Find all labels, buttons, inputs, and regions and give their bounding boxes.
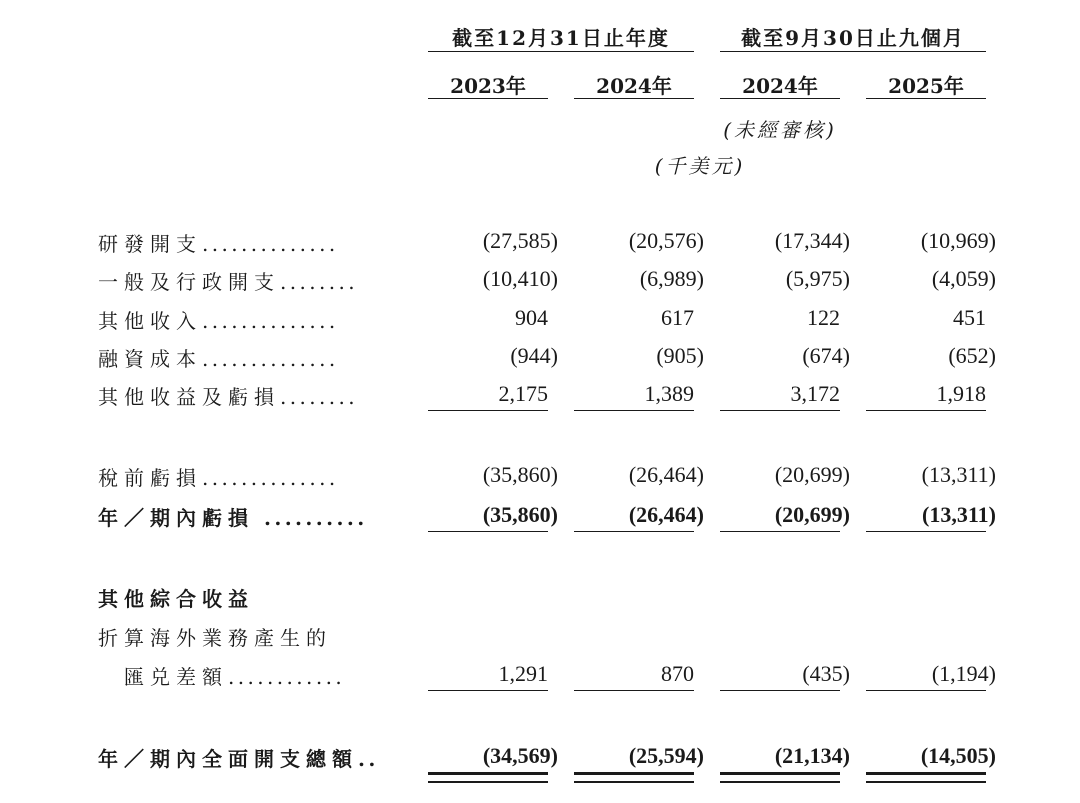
year-col-4: 2025年 [888, 74, 964, 98]
table-cell: 617 [661, 305, 694, 330]
oci-heading: 其他綜合收益 [98, 587, 254, 611]
table-cell: (35,860) [482, 462, 558, 487]
unit-note: (千美元) [654, 154, 746, 178]
oci-rule-4 [866, 690, 986, 691]
table-cell: 451 [953, 305, 986, 330]
oci-rule-3 [720, 690, 840, 691]
table-cell: 3,172 [790, 381, 840, 406]
oci-line-2: 匯兑差額............ [124, 665, 346, 689]
row-label: 其他收入.............. [98, 309, 339, 333]
subtotal-rule-3 [720, 410, 840, 411]
row-label-bold: 年／期內虧損 .......... [98, 506, 368, 530]
table-cell: (20,699) [774, 502, 850, 527]
total-double-rule-4 [866, 772, 986, 783]
table-cell: (35,860) [482, 502, 558, 527]
unaudited-note: (未經審核) [723, 118, 837, 142]
year-rule-3 [720, 98, 840, 99]
table-cell: (5,975) [785, 266, 850, 291]
table-cell: 2,175 [498, 381, 548, 406]
table-cell: (10,410) [482, 266, 558, 291]
subtotal-rule-4 [866, 410, 986, 411]
table-cell: 904 [515, 305, 548, 330]
loss-rule-4 [866, 531, 986, 532]
row-label: 一般及行政開支........ [98, 270, 359, 294]
header-group-nine-months: 截至9月30日止九個月 [741, 26, 965, 50]
total-label: 年／期內全面開支總額.. [98, 747, 379, 771]
table-cell: (27,585) [482, 228, 558, 253]
year-rule-4 [866, 98, 986, 99]
year-col-3: 2024年 [742, 74, 818, 98]
loss-rule-3 [720, 531, 840, 532]
loss-rule-1 [428, 531, 548, 532]
table-cell: (652) [948, 343, 996, 368]
table-cell: (26,464) [628, 502, 704, 527]
total-double-rule-2 [574, 772, 694, 783]
subtotal-rule-1 [428, 410, 548, 411]
table-cell: 1,389 [644, 381, 694, 406]
table-cell: (674) [802, 343, 850, 368]
header-group1-rule [428, 51, 694, 52]
table-cell: (435) [802, 661, 850, 686]
header-group2-rule [720, 51, 986, 52]
table-cell: (13,311) [921, 462, 996, 487]
year-col-2: 2024年 [596, 74, 672, 98]
subtotal-rule-2 [574, 410, 694, 411]
header-group-year-ended: 截至12月31日止年度 [452, 26, 670, 50]
table-cell: (21,134) [774, 743, 850, 768]
oci-line-1: 折算海外業務產生的 [98, 626, 332, 650]
table-cell: 122 [807, 305, 840, 330]
total-double-rule-3 [720, 772, 840, 783]
year-rule-1 [428, 98, 548, 99]
table-cell: (13,311) [922, 502, 996, 527]
table-cell: 870 [661, 661, 694, 686]
table-cell: 1,918 [936, 381, 986, 406]
table-cell: (14,505) [920, 743, 996, 768]
table-cell: (905) [656, 343, 704, 368]
table-cell: (944) [510, 343, 558, 368]
table-cell: 1,291 [498, 661, 548, 686]
total-double-rule-1 [428, 772, 548, 783]
table-cell: (26,464) [628, 462, 704, 487]
row-label: 融資成本.............. [98, 347, 339, 371]
oci-rule-1 [428, 690, 548, 691]
table-cell: (25,594) [628, 743, 704, 768]
table-cell: (20,699) [774, 462, 850, 487]
table-cell: (4,059) [931, 266, 996, 291]
table-cell: (17,344) [774, 228, 850, 253]
row-label: 稅前虧損.............. [98, 466, 339, 490]
row-label: 其他收益及虧損........ [98, 385, 359, 409]
table-cell: (34,569) [482, 743, 558, 768]
row-label: 研發開支.............. [98, 232, 339, 256]
loss-rule-2 [574, 531, 694, 532]
oci-rule-2 [574, 690, 694, 691]
table-cell: (10,969) [920, 228, 996, 253]
table-cell: (20,576) [628, 228, 704, 253]
table-cell: (1,194) [931, 661, 996, 686]
year-rule-2 [574, 98, 694, 99]
table-cell: (6,989) [639, 266, 704, 291]
year-col-1: 2023年 [450, 74, 526, 98]
